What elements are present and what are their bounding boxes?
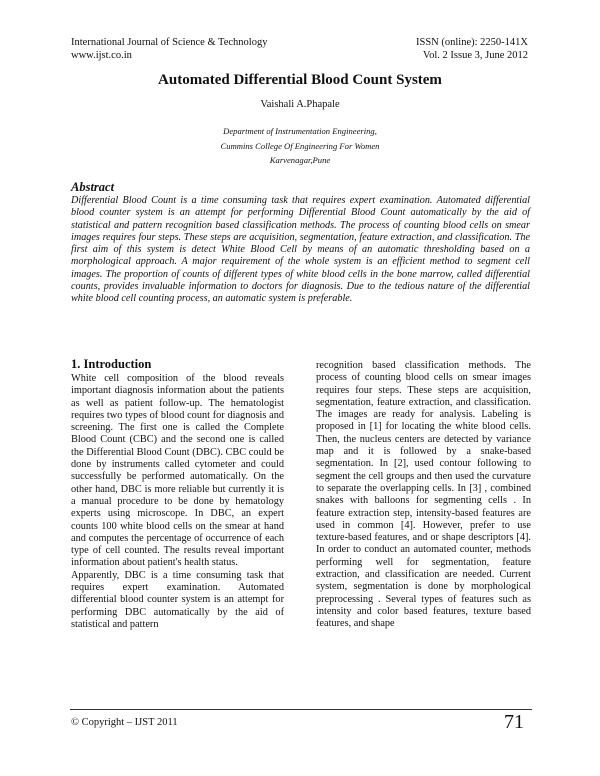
intro-paragraph-2: Apparently, DBC is a time consuming task that requires expert examination. Automated differential blood counter system is an attempt for performing DBC automatically by the aid of statistical and pattern	[71, 569, 284, 630]
affiliation-department: Department of Instrumentation Engineering,	[223, 126, 377, 136]
abstract-text: Differential Blood Count is a time consuming task that requires expert examination. Automated differential blood counter system is an attempt for performing Differential Blood Count automatically by the aid of statistical and pattern recognition based classification methods. The process of counting blood cells on smear images requires four steps. These steps are acquisition, segmentation, feature extraction, and classification. The first aim of this system is detect White Blood Cell by means of an automatic thresholding based on a morphological approach. A major requirement of the whole system is an efficient method to segment cell images. The proportion of counts of different types of white blood cells in the bone marrow, called differential counts, provides invaluable information to doctors for diagnosis. Due to the tedious nature of the differential white blood cell counting process, an automatic system is preferable.	[71, 195, 530, 305]
header-right	[416, 36, 528, 62]
paper-title: Automated Differential Blood Count System	[158, 72, 442, 88]
affiliation-city: Karvenagar,Pune	[269, 155, 331, 165]
footer-divider	[70, 709, 532, 710]
footer-copyright: © Copyright – IJST 2011	[71, 717, 178, 728]
intro-paragraph-1: White cell composition of the blood reveals important diagnosis information about the patients as well as patient follow-up. The hematologist requires two types of blood count for diagnosis and screening. The first one is called the Complete Blood Count (CBC) and the second one is called the Differential Blood Count (DBC). CBC could be done by instruments called cytometer and could successfully be performed automatically. On the other hand, DBC is more reliable but currently it is a manual procedure to be done by hematology experts using microscope. In DBC, an expert counts 100 white blood cells on the smear at hand and computes the percentage of occurrence of each type of cell counted. The results reveal important information about patient's health status.	[71, 373, 284, 569]
right-column	[316, 360, 531, 631]
header-left	[71, 36, 267, 62]
affiliation-college: Cummins College Of Engineering For Women	[220, 140, 380, 151]
left-column	[71, 373, 284, 631]
author-name: Vaishali A.Phapale	[260, 99, 340, 110]
abstract-heading: Abstract	[71, 180, 115, 194]
intro-paragraph-continued: recognition based classification methods. The process of counting blood cells on smear images requires four steps. These steps are acquisition, segmentation, feature extraction, and classification. The images are ready for analysis. Labeling is proposed in [1] for locating the white blood cells. Then, the nucleus centers are detected by variance map and it is followed by a snake-based segmentation. In [2], used contour following to segment the cell groups and then used the curvature to separate the overlapping cells. In [3] , combined snakes with balloons for segmenting cells . In feature extraction step, intensity-based features are used in common [4]. However, prefer to use texture-based features, and or shape descriptors [4]. In order to conduct an automated counter, methods performing well for segmentation, feature extraction, and classification are needed. Current system, segmentation is done by morphological preprocessing . Several types of features such as intensity and color based features, texture based features, and shape	[316, 360, 531, 630]
journal-volume: Vol. 2 Issue 3, June 2012	[422, 50, 528, 61]
page-number: 71	[504, 711, 524, 733]
affiliation	[0, 124, 600, 168]
journal-name: International Journal of Science & Technology	[71, 37, 268, 48]
journal-issn: ISSN (online): 2250-141X	[416, 37, 528, 48]
introduction-heading: 1. Introduction	[71, 357, 152, 371]
journal-website: www.ijst.co.in	[71, 50, 132, 61]
